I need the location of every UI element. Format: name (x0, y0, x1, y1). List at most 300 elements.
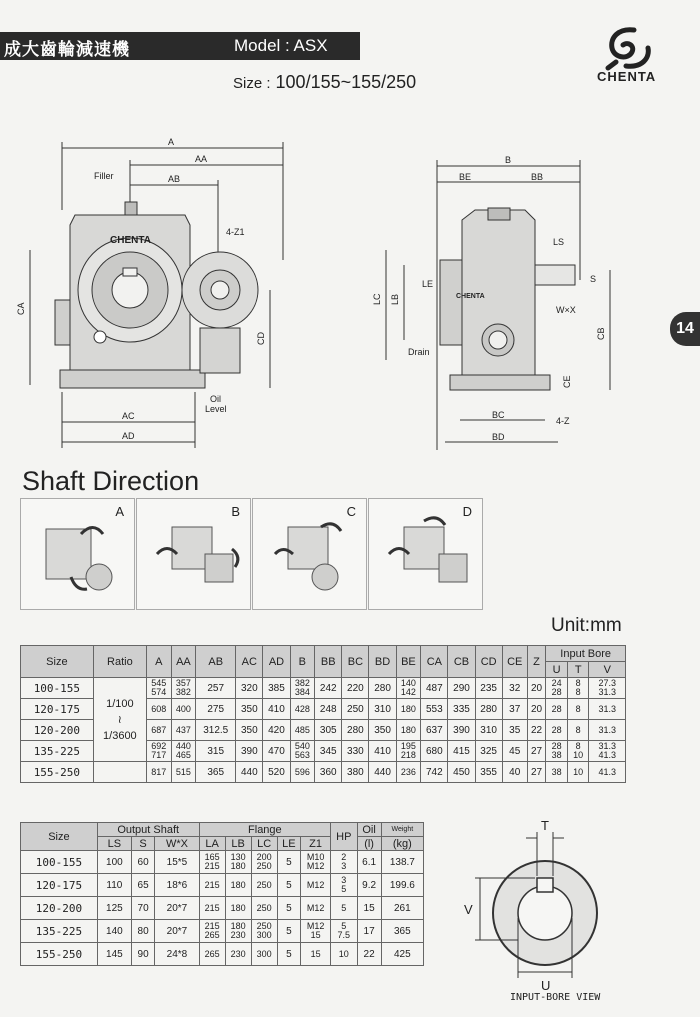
cell-wx: 18*6 (155, 874, 199, 897)
col-header: AD (263, 646, 290, 678)
cell-value: 230 (230, 948, 246, 959)
cell-oil: 15 (357, 897, 381, 920)
cell-cd: 235 (475, 678, 502, 699)
shaft-direction-panel-d (368, 498, 483, 610)
cell-value: 8 (575, 703, 581, 714)
cell-value: 180 (400, 703, 416, 714)
cell-value: 7.5 (337, 930, 351, 940)
ratio-line: 1/3600 (103, 729, 137, 742)
cell-la (199, 851, 225, 874)
cell-value: 384 (294, 687, 310, 697)
cell-value: 10 (338, 948, 349, 959)
cell-ls: 125 (97, 897, 131, 920)
cell-wx: 15*5 (155, 851, 199, 874)
cell-value: 28 (551, 687, 562, 697)
cell-bc: 280 (342, 720, 369, 741)
cell-value: 28 (551, 724, 562, 735)
cell-value: 236 (400, 766, 416, 777)
cell-weight: 365 (381, 920, 423, 943)
dim-bc-label: BC (492, 410, 505, 420)
cell-z1 (301, 920, 331, 943)
cell-value: M12 (306, 921, 325, 931)
cell-b (290, 741, 315, 762)
col-subheader: (l) (357, 837, 381, 851)
cell-u (546, 762, 568, 783)
dimension-table (20, 645, 626, 783)
cell-v (589, 699, 626, 720)
cell-value: 574 (151, 687, 167, 697)
cell-t (567, 678, 589, 699)
col-subheader: V (589, 662, 626, 678)
shaft-direction-title: Shaft Direction (22, 466, 200, 496)
cell-bb: 242 (315, 678, 342, 699)
cell-ls: 140 (97, 920, 131, 943)
col-subheader: W*X (155, 837, 199, 851)
cell-le: 5 (277, 874, 300, 897)
cell-z1 (301, 943, 331, 966)
col-header: Z (527, 646, 546, 678)
cell-value: 692 (151, 741, 167, 751)
cell-ad: 420 (263, 720, 290, 741)
col-header: Output Shaft (97, 823, 199, 837)
cell-value: 300 (256, 948, 272, 959)
cell-value: 180 (230, 861, 246, 871)
casting-brand: CHENTA (110, 235, 151, 246)
cell-cb: 290 (448, 678, 475, 699)
cell-hp (331, 851, 357, 874)
col-header: Input Bore (546, 646, 626, 662)
cell-a (146, 699, 171, 720)
col-subheader: LC (251, 837, 277, 851)
bore-dim-u: U (541, 978, 551, 993)
cell-bc: 380 (342, 762, 369, 783)
col-header: CE (502, 646, 527, 678)
cell-value: 545 (151, 678, 167, 688)
size-cell: 120-200 (21, 720, 94, 741)
col-header: BE (396, 646, 421, 678)
cell-weight: 138.7 (381, 851, 423, 874)
cell-value: 41.3 (598, 766, 616, 777)
cell-le: 5 (277, 851, 300, 874)
shaft-direction-panel-a (20, 498, 135, 610)
cell-value: M12 (306, 879, 325, 890)
col-header: CA (421, 646, 448, 678)
cell-value: 437 (175, 724, 191, 735)
cell-ac: 390 (236, 741, 263, 762)
cell-bd: 350 (369, 720, 396, 741)
size-cell: 155-250 (21, 762, 94, 783)
dim-bb-label: BB (531, 172, 544, 182)
cell-aa (171, 720, 196, 741)
dim-cb-label: CB (596, 327, 606, 340)
cell-z: 27 (527, 762, 546, 783)
cell-lb (225, 897, 251, 920)
cell-ls: 110 (97, 874, 131, 897)
cell-ce: 35 (502, 720, 527, 741)
cell-ce: 32 (502, 678, 527, 699)
cell-ca: 487 (421, 678, 448, 699)
cell-value: 41.3 (598, 750, 616, 760)
cell-z1 (301, 874, 331, 897)
cell-a (146, 741, 171, 762)
col-subheader: (kg) (381, 837, 423, 851)
shaft-flange-table (20, 822, 424, 966)
cell-z: 27 (527, 741, 546, 762)
cell-value: 200 (256, 852, 272, 862)
cell-bd: 440 (369, 762, 396, 783)
table-row (21, 920, 424, 943)
cell-ac: 320 (236, 678, 263, 699)
cell-value: 38 (551, 766, 562, 777)
cell-value: 5 (341, 921, 347, 931)
cell-value: 10 (573, 750, 584, 760)
bore-dim-v: V (464, 902, 473, 917)
cell-be (396, 720, 421, 741)
cell-value: 130 (230, 852, 246, 862)
col-subheader: LB (225, 837, 251, 851)
size-cell: 100-155 (21, 678, 94, 699)
cell-ad: 410 (263, 699, 290, 720)
cell-value: 817 (151, 766, 167, 777)
cell-value: 382 (294, 678, 310, 688)
front-view-drawing (30, 142, 283, 448)
table-row (21, 897, 424, 920)
dimension-table-body (21, 678, 626, 783)
cell-value: 8 (575, 724, 581, 735)
cell-ca: 553 (421, 699, 448, 720)
cell-value: 250 (256, 861, 272, 871)
cell-v (589, 678, 626, 699)
cell-z: 20 (527, 699, 546, 720)
cell-t (567, 762, 589, 783)
panel-label: D (462, 504, 472, 519)
col-subheader: Z1 (301, 837, 331, 851)
cell-wx: 20*7 (155, 897, 199, 920)
cell-ac: 350 (236, 720, 263, 741)
col-header: AB (196, 646, 236, 678)
col-header: CB (448, 646, 475, 678)
cell-bd: 310 (369, 699, 396, 720)
cell-a (146, 720, 171, 741)
table-row (21, 943, 424, 966)
unit-label: Unit:mm (551, 615, 622, 636)
cell-ab: 257 (196, 678, 236, 699)
table-row (21, 851, 424, 874)
cell-bb: 345 (315, 741, 342, 762)
cell-b (290, 699, 315, 720)
cell-wx: 20*7 (155, 920, 199, 943)
col-subheader: U (546, 662, 568, 678)
cell-ab: 312.5 (196, 720, 236, 741)
col-subheader: LE (277, 837, 300, 851)
cell-z1 (301, 897, 331, 920)
col-header: BB (315, 646, 342, 678)
col-header: AC (236, 646, 263, 678)
drain-label: Drain (408, 347, 430, 357)
col-header: HP (331, 823, 357, 851)
dim-ce-label: CE (562, 375, 572, 388)
cell-value: 38 (551, 750, 562, 760)
cell-ac: 350 (236, 699, 263, 720)
cell-value: 24 (551, 678, 562, 688)
cell-aa (171, 678, 196, 699)
cell-value: 140 (400, 678, 416, 688)
cell-b (290, 762, 315, 783)
cell-value: M12 (306, 902, 325, 913)
cell-s: 80 (131, 920, 154, 943)
ratio-cell (93, 678, 146, 762)
cell-b (290, 678, 315, 699)
cell-value: M10 (306, 852, 325, 862)
cell-value: 15 (310, 930, 321, 940)
cell-weight: 425 (381, 943, 423, 966)
cell-value: 180 (400, 724, 416, 735)
cell-b (290, 720, 315, 741)
cell-value: 165 (204, 852, 220, 862)
cell-cd: 325 (475, 741, 502, 762)
cell-value: 300 (256, 930, 272, 940)
dim-4z1-label: 4-Z1 (226, 227, 245, 237)
dim-bd-label: BD (492, 432, 505, 442)
cell-ab: 365 (196, 762, 236, 783)
size-cell: 120-200 (21, 897, 98, 920)
page-title: 成大齒輪減速機 (4, 40, 130, 59)
size-cell: 155-250 (21, 943, 98, 966)
cell-value: 563 (294, 750, 310, 760)
table-row (21, 874, 424, 897)
cell-value: M12 (306, 861, 325, 871)
cell-lc (251, 874, 277, 897)
cell-cd: 280 (475, 699, 502, 720)
cell-value: 215 (204, 861, 220, 871)
cell-lb (225, 943, 251, 966)
cell-aa (171, 741, 196, 762)
cell-bb: 305 (315, 720, 342, 741)
cell-value: 31.3 (598, 724, 616, 735)
cell-hp (331, 920, 357, 943)
col-header: Size (21, 646, 94, 678)
ratio-line: ≀ (117, 713, 122, 726)
cell-wx: 24*8 (155, 943, 199, 966)
dim-4z-label: 4-Z (556, 416, 570, 426)
cell-value: 31.3 (598, 741, 616, 751)
cell-ce: 45 (502, 741, 527, 762)
col-header: B (290, 646, 315, 678)
cell-value: 215 (204, 902, 220, 913)
dim-s-label: S (590, 274, 597, 284)
cell-ce: 40 (502, 762, 527, 783)
cell-value: 180 (230, 921, 246, 931)
cell-cd: 310 (475, 720, 502, 741)
page-number-tab: 14 (670, 312, 700, 346)
cell-value: 265 (204, 930, 220, 940)
cell-lb (225, 874, 251, 897)
cell-z: 20 (527, 678, 546, 699)
cell-bb: 360 (315, 762, 342, 783)
size-cell: 135-225 (21, 741, 94, 762)
cell-value: 15 (310, 948, 321, 959)
cell-z: 22 (527, 720, 546, 741)
cell-bc: 330 (342, 741, 369, 762)
col-header: A (146, 646, 171, 678)
cell-value: 27.3 (598, 678, 616, 688)
dim-aa-label: AA (195, 154, 208, 164)
cell-cb: 390 (448, 720, 475, 741)
cell-oil: 9.2 (357, 874, 381, 897)
cell-s: 90 (131, 943, 154, 966)
size-cell: 100-155 (21, 851, 98, 874)
shaft-direction-panel-b (136, 498, 251, 610)
cell-cb: 450 (448, 762, 475, 783)
cell-le: 5 (277, 943, 300, 966)
cell-oil: 22 (357, 943, 381, 966)
cell-value: 215 (204, 879, 220, 890)
size-line (233, 72, 416, 93)
cell-value: 230 (230, 930, 246, 940)
cell-s: 60 (131, 851, 154, 874)
col-header: Size (21, 823, 98, 851)
panel-label: B (231, 504, 240, 519)
cell-value: 215 (204, 921, 220, 931)
shaft-direction-panel-c (252, 498, 367, 610)
cell-value: 31.3 (598, 703, 616, 714)
input-bore-diagram (450, 818, 660, 1013)
cell-value: 608 (151, 703, 167, 714)
cell-bd: 280 (369, 678, 396, 699)
cell-value: 250 (256, 902, 272, 913)
size-value: 100/155~155/250 (275, 72, 417, 92)
cell-bb: 248 (315, 699, 342, 720)
cell-value: 485 (294, 724, 310, 735)
cell-la (199, 897, 225, 920)
cell-v (589, 720, 626, 741)
cell-cb: 335 (448, 699, 475, 720)
cell-value: 515 (175, 766, 191, 777)
table-row (21, 762, 626, 783)
cell-aa (171, 762, 196, 783)
col-subheader: LS (97, 837, 131, 851)
cell-value: 8 (575, 678, 581, 688)
cell-value: 8 (575, 687, 581, 697)
oil-label-1: Oil (210, 394, 221, 404)
cell-hp (331, 897, 357, 920)
cell-value: 428 (294, 703, 310, 714)
cell-value: 195 (400, 741, 416, 751)
cell-ca: 680 (421, 741, 448, 762)
col-header: Weight (381, 823, 423, 837)
cell-ad: 470 (263, 741, 290, 762)
cell-hp (331, 943, 357, 966)
dim-be-label: BE (459, 172, 472, 182)
col-subheader: T (567, 662, 589, 678)
ratio-line: 1/100 (106, 697, 134, 710)
dim-wx-label: W×X (556, 305, 576, 315)
size-label: Size : (233, 75, 271, 92)
cell-value: 250 (256, 879, 272, 890)
filler-label: Filler (94, 171, 114, 181)
dim-b-label: B (505, 155, 512, 165)
cell-be (396, 678, 421, 699)
dim-ca-label: CA (16, 302, 26, 315)
cell-value: 265 (204, 948, 220, 959)
cell-u (546, 699, 568, 720)
cell-weight: 199.6 (381, 874, 423, 897)
cell-ad: 520 (263, 762, 290, 783)
cell-z1 (301, 851, 331, 874)
cell-bd: 410 (369, 741, 396, 762)
cell-value: 440 (175, 741, 191, 751)
cell-value: 28 (551, 741, 562, 751)
cell-value: 10 (573, 766, 584, 777)
cell-cd: 355 (475, 762, 502, 783)
cell-aa (171, 699, 196, 720)
cell-lc (251, 851, 277, 874)
dim-a-label: A (168, 137, 175, 147)
cell-lc (251, 897, 277, 920)
dim-cd-label: CD (256, 332, 266, 345)
col-subheader: S (131, 837, 154, 851)
cell-cb: 415 (448, 741, 475, 762)
model-label: Model : ASX (234, 36, 328, 55)
col-header: Oil (357, 823, 381, 837)
cell-la (199, 920, 225, 943)
cell-bc: 220 (342, 678, 369, 699)
cell-ls: 100 (97, 851, 131, 874)
cell-bc: 250 (342, 699, 369, 720)
cell-lb (225, 920, 251, 943)
cell-be (396, 699, 421, 720)
dim-ad-label: AD (122, 431, 135, 441)
col-subheader: LA (199, 837, 225, 851)
dim-ab-label: AB (168, 174, 181, 184)
col-header: AA (171, 646, 196, 678)
cell-ce: 37 (502, 699, 527, 720)
cell-value: 596 (294, 766, 310, 777)
cell-value: 717 (151, 750, 167, 760)
cell-s: 70 (131, 897, 154, 920)
cell-lc (251, 920, 277, 943)
cell-lc (251, 943, 277, 966)
cell-u (546, 720, 568, 741)
cell-value: 2 (341, 852, 347, 862)
col-header: Ratio (93, 646, 146, 678)
cell-hp (331, 874, 357, 897)
ratio-cell-empty (93, 762, 146, 783)
cell-value: 250 (256, 921, 272, 931)
cell-value: 540 (294, 741, 310, 751)
cell-value: 3 (341, 875, 347, 885)
cell-value: 400 (175, 703, 191, 714)
cell-u (546, 678, 568, 699)
cell-value: 8 (575, 741, 581, 751)
dim-le-label: LE (422, 279, 434, 289)
size-cell: 120-175 (21, 699, 94, 720)
cell-la (199, 943, 225, 966)
panel-label: A (115, 504, 124, 519)
oil-label-2: Level (205, 404, 227, 414)
cell-oil: 17 (357, 920, 381, 943)
dim-lc-label: LC (372, 293, 382, 305)
dim-lb-label: LB (390, 293, 400, 305)
cell-value: 5 (341, 902, 347, 913)
cell-lb (225, 851, 251, 874)
cell-ca: 742 (421, 762, 448, 783)
cell-t (567, 699, 589, 720)
table-row (21, 678, 626, 699)
side-view-drawing (386, 160, 610, 450)
cell-value: 3 (341, 861, 347, 871)
cell-value: 465 (175, 750, 191, 760)
